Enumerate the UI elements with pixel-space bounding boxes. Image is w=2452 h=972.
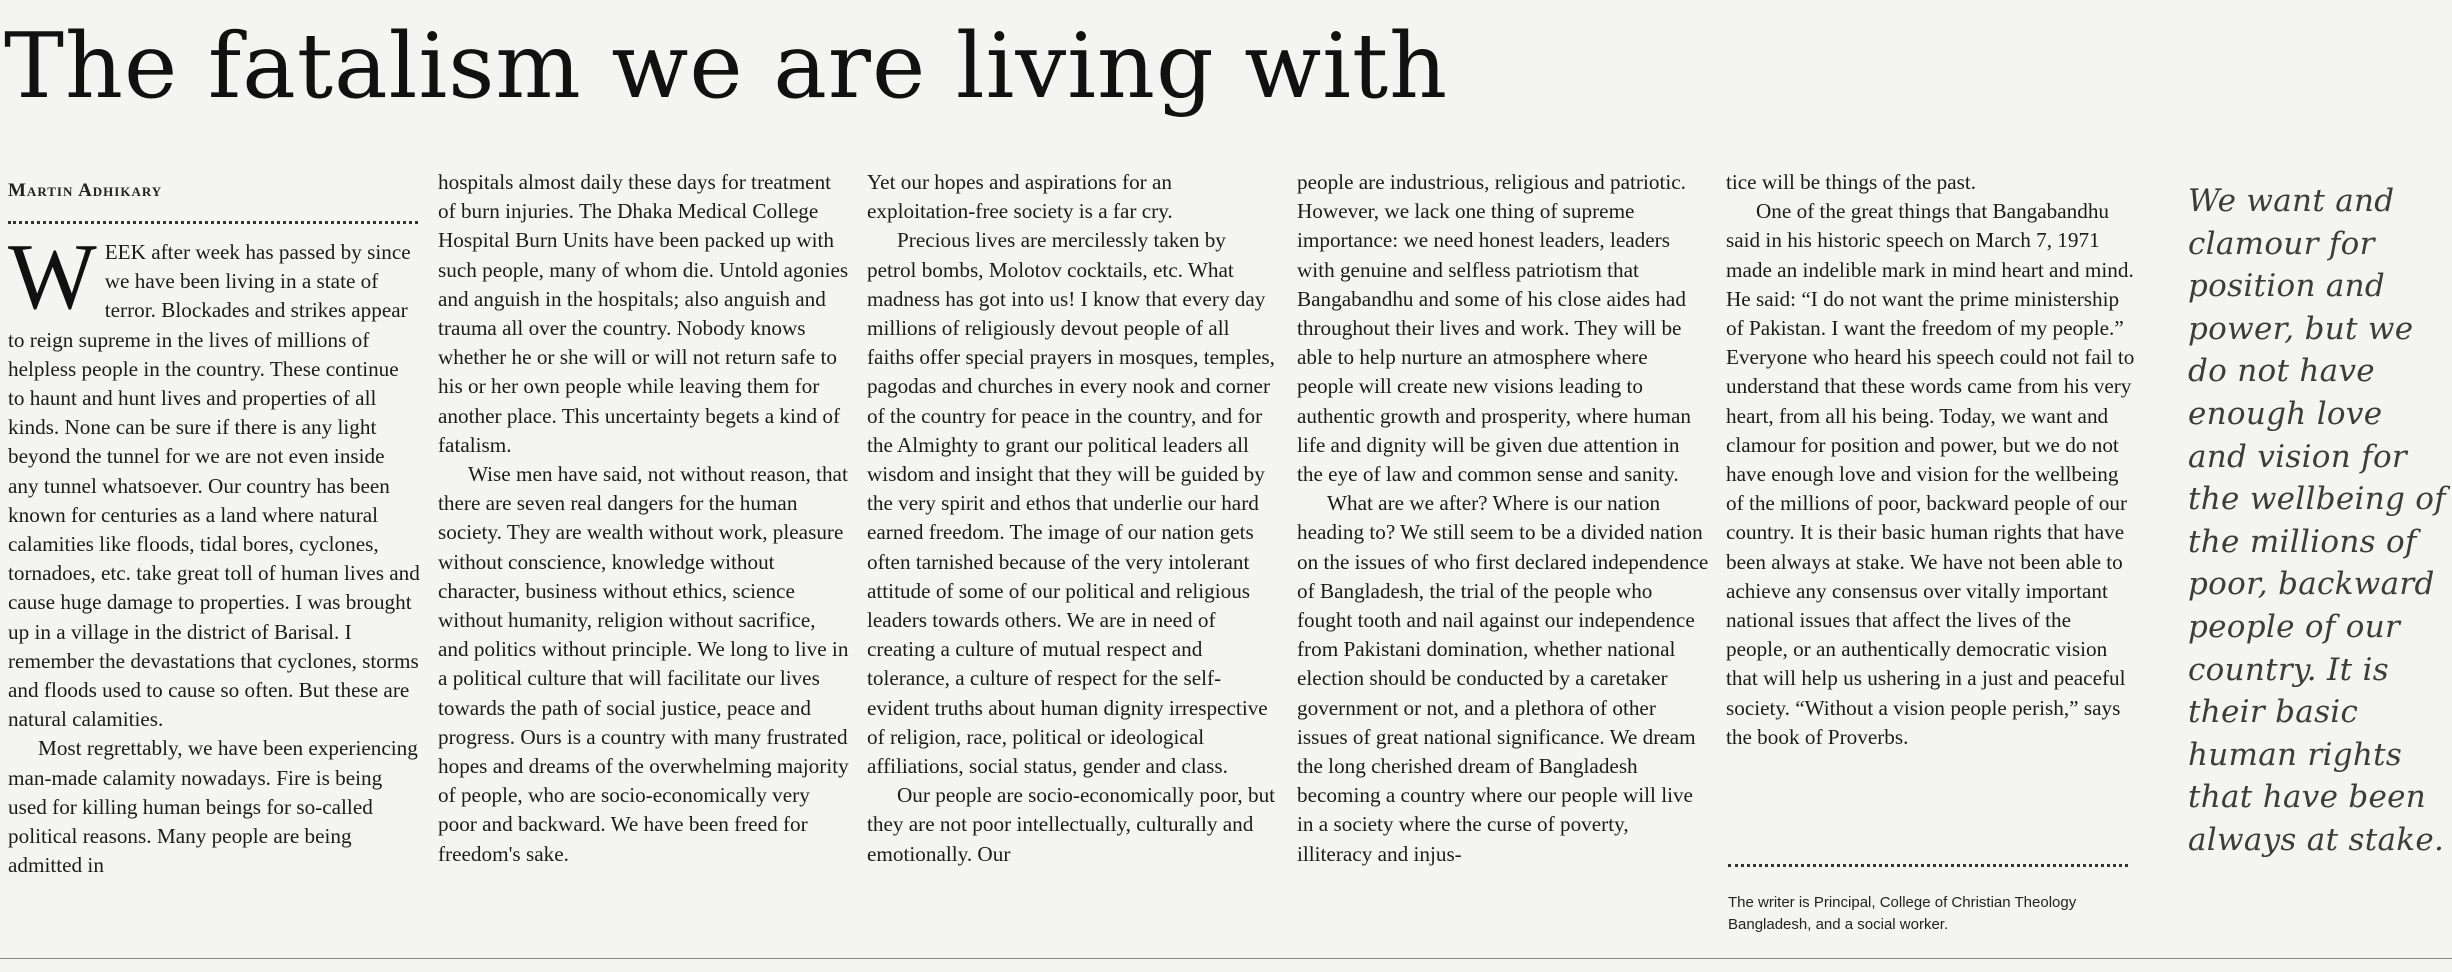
paragraph: One of the great things that Bangabandhu said in his historic speech on March 7, 1971 made an indelible mark in mind heart and mind. He said: “I do not want the prime ministership of Pakistan. I want the freedom of my people.” Everyone who heard his speech could not fail to understand that these words came from his very heart, from all his being. Today, we want and clamour for position and power, but we do not have enough love and vision for the wellbeing of the millions of poor, backward people of our country. It is their basic human rights that have been always at stake. We have not been able to achieve any consensus over vitally important national issues that affect the lives of the people, or an authentically democratic vision that will help us ushering in a just and peaceful society. “Without a vision people perish,” says the book of Proverbs. [1726,199,2135,749]
author-note-divider [1728,864,2128,867]
headline: The fatalism we are living with [4,14,1449,119]
paragraph: Yet our hopes and aspirations for an exploitation-free society is a far cry. [867,170,1173,224]
author-note: The writer is Principal, College of Christian Theology Bangladesh, and a social worker. [1728,894,2077,933]
column-3 [867,168,1279,958]
column-4 [1297,168,1709,958]
paragraph: Precious lives are mercilessly taken by petrol bombs, Molotov cocktails, etc. What madness has got into us! I know that every day millions of religiously devout people of all faiths offer special prayers in mosques, temples, pagodas and churches in every nook and corner of the country for peace in the country, and for the Almighty to grant our political leaders all wisdom and insight that they will be guided by the very spirit and ethos that underlie our hard earned freedom. The image of our nation gets often tarnished because of the very intolerant attitude of some of our political and religious leaders towards others. We are in need of creating a culture of mutual respect and tolerance, a culture of respect for the self-evident truths about human dignity irrespective of religion, race, political or ideological affiliations, social status, gender and class. [867,228,1275,779]
paragraph: tice will be things of the past. [1726,170,1977,194]
paragraph: Wise men have said, not without reason, that there are seven real dangers for the human society. They are wealth without work, pleasure without conscience, knowledge without character, business without ethics, science without humanity, religion without sacrifice, and politics without principle. We long to live in a political culture that will facilitate our lives towards the path of social justice, peace and progress. Ours is a country with many frustrated hopes and dreams of the overwhelming majority of people, who are socio-economically very poor and backward. We have been freed for freedom's sake. [438,462,849,866]
bottom-rule [0,958,2452,959]
byline: Martin Adhikary [8,180,163,201]
paragraph: What are we after? Where is our nation heading to? We still seem to be a divided nation on the issues of who first declared independence of Bangladesh, the trial of the people who fought tooth and nail against our independence from Pakistani domination, whether national election should be conducted by a caretaker government or not, and a plethora of other issues of great national significance. We dream the long cherished dream of Bangladesh becoming a country where our people will live in a society where the curse of poverty, illiteracy and injus- [1297,491,1709,866]
paragraph: hospitals almost daily these days for treatment of burn injuries. The Dhaka Medical College Hospital Burn Units have been packed up with such people, many of whom die. Untold agonies and anguish in the hospitals; also anguish and trauma all over the country. Nobody knows whether he or she will or will not return safe to his or her own people while leaving them for another place. This uncertainty begets a kind of fatalism. [438,170,849,457]
paragraph [8,225,420,734]
column-2 [438,168,850,958]
paragraph: Most regrettably, we have been experiencing man-made calamity nowadays. Fire is being used for killing human beings for so-called political reasons. Many people are being admitted in [8,736,418,878]
pull-quote: We want and clamour for position and power, but we do not have enough love and vision for the wellbeing of the millions of poor, backward people of our country. It is their basic human rights that have been always at stake. [2188,183,2447,858]
column-1 [8,182,420,972]
paragraph: people are industrious, religious and patriotic. However, we lack one thing of supreme importance: we need honest leaders, leaders with genuine and selfless patriotism that Bangabandhu and some of his close aides had throughout their lives and work. They will be able to help nurture an atmosphere where people will create new visions leading to authentic growth and prosperity, where human life and dignity will be given due attention in the eye of law and common sense and sanity. [1297,170,1692,487]
paragraph-text: EEK after week has passed by since we have been living in a state of terror. Blockades and strikes appear to reign supreme in the lives of millions of helpless people in the country. These continue to haunt and hunt lives and properties of all kinds. None can be sure if there is any light beyond the tunnel for we are not even inside any tunnel whatsoever. Our country has been known for centuries as a land where natural calamities like floods, tidal bores, cyclones, tornadoes, etc. take great toll of human lives and cause huge damage to properties. I was brought up in a village in the district of Barisal. I remember the devastations that cyclones, storms and floods used to cause so often. But these are natural calamities. [8,240,420,732]
drop-cap: W [8,225,97,329]
column-5 [1726,168,2138,868]
paragraph: Our people are socio-economically poor, but they are not poor intellectually, culturally and emotionally. Our [867,783,1276,866]
